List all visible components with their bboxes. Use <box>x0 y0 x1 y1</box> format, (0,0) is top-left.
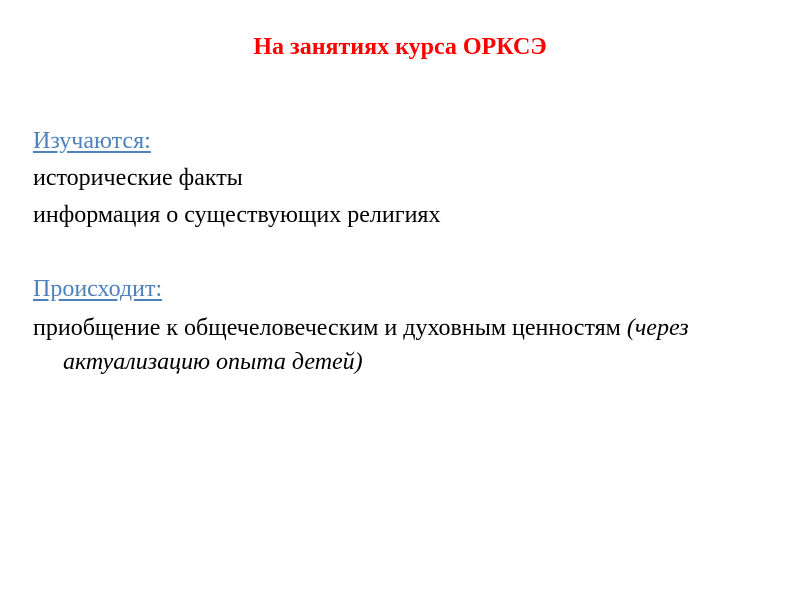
list-item-religions-info: информация о существующих религиях <box>33 202 441 228</box>
slide-title: На занятиях курса ОРКСЭ <box>253 34 547 60</box>
spacer <box>33 234 773 271</box>
values-note: (через актуализацию опыта детей) <box>63 315 689 375</box>
list-item-values <box>33 311 773 379</box>
slide-content <box>33 123 773 379</box>
values-text: приобщение к общечеловеческим и духовным ценностям <box>33 315 621 341</box>
section-heading-studied: Изучаются: <box>33 128 151 154</box>
section-heading-happens: Происходит: <box>33 276 163 302</box>
list-item-historical-facts: исторические факты <box>33 165 243 191</box>
